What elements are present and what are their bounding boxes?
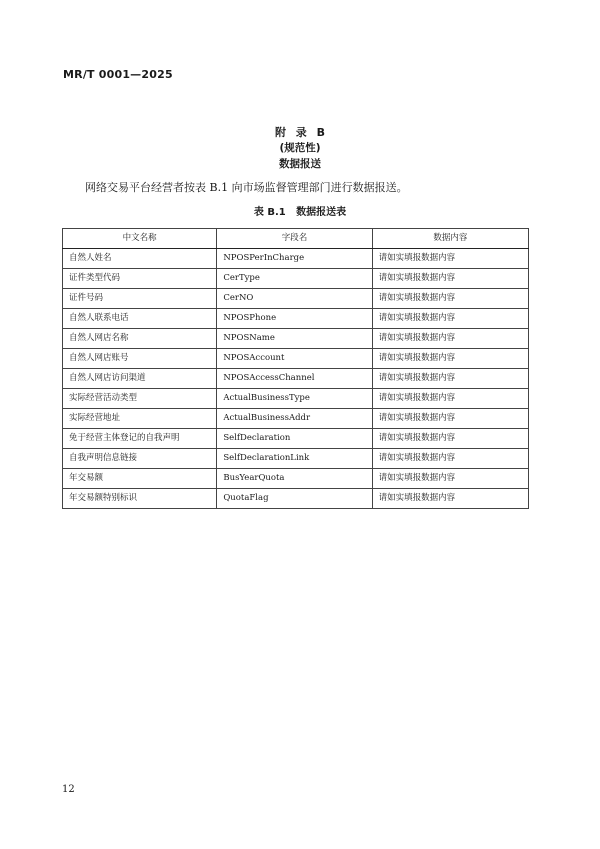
cell-field-name: NPOSPerInCharge — [217, 249, 372, 269]
cell-data-content: 请如实填报数据内容 — [372, 289, 528, 309]
column-header-field-name: 字段名 — [217, 229, 372, 249]
table-row — [63, 409, 529, 429]
cell-chinese-name: 证件类型代码 — [63, 269, 217, 289]
cell-field-name: QuotaFlag — [217, 489, 372, 509]
cell-chinese-name: 自然人网店名称 — [63, 329, 217, 349]
table-caption: 表 B.1 数据报送表 — [253, 207, 347, 218]
appendix-subject: 数据报送 — [279, 158, 321, 170]
standard-code: MR/T 0001—2025 — [63, 68, 173, 81]
cell-data-content: 请如实填报数据内容 — [372, 449, 528, 469]
cell-field-name: BusYearQuota — [217, 469, 372, 489]
table-row — [63, 289, 529, 309]
cell-chinese-name: 证件号码 — [63, 289, 217, 309]
cell-field-name: SelfDeclaration — [217, 429, 372, 449]
table-row — [63, 389, 529, 409]
table-row — [63, 249, 529, 269]
column-header-chinese-name: 中文名称 — [63, 229, 217, 249]
cell-data-content: 请如实填报数据内容 — [372, 489, 528, 509]
table-row — [63, 369, 529, 389]
cell-field-name: CerNO — [217, 289, 372, 309]
appendix-nature: (规范性) — [279, 142, 321, 154]
table-row — [63, 329, 529, 349]
cell-field-name: NPOSName — [217, 329, 372, 349]
cell-data-content: 请如实填报数据内容 — [372, 429, 528, 449]
cell-chinese-name: 免于经营主体登记的自我声明 — [63, 429, 217, 449]
table-row — [63, 449, 529, 469]
table-row — [63, 429, 529, 449]
cell-chinese-name: 年交易额 — [63, 469, 217, 489]
cell-field-name: ActualBusinessType — [217, 389, 372, 409]
cell-data-content: 请如实填报数据内容 — [372, 349, 528, 369]
table-row — [63, 489, 529, 509]
cell-data-content: 请如实填报数据内容 — [372, 269, 528, 289]
cell-chinese-name: 实际经营地址 — [63, 409, 217, 429]
cell-chinese-name: 自然人联系电话 — [63, 309, 217, 329]
table-row — [63, 309, 529, 329]
column-header-data-content: 数据内容 — [372, 229, 528, 249]
table-row — [63, 469, 529, 489]
cell-chinese-name: 自然人网店账号 — [63, 349, 217, 369]
cell-data-content: 请如实填报数据内容 — [372, 469, 528, 489]
table-row — [63, 349, 529, 369]
cell-data-content: 请如实填报数据内容 — [372, 249, 528, 269]
cell-field-name: NPOSPhone — [217, 309, 372, 329]
table-header — [63, 229, 529, 249]
body-paragraph: 网络交易平台经营者按表 B.1 向市场监督管理部门进行数据报送。 — [85, 181, 408, 194]
data-report-table — [62, 228, 529, 509]
cell-data-content: 请如实填报数据内容 — [372, 389, 528, 409]
cell-chinese-name: 自然人姓名 — [63, 249, 217, 269]
table-row — [63, 269, 529, 289]
cell-data-content: 请如实填报数据内容 — [372, 369, 528, 389]
cell-field-name: CerType — [217, 269, 372, 289]
cell-data-content: 请如实填报数据内容 — [372, 409, 528, 429]
cell-field-name: NPOSAccessChannel — [217, 369, 372, 389]
cell-chinese-name: 自然人网店访问渠道 — [63, 369, 217, 389]
page-number: 12 — [62, 784, 75, 795]
cell-field-name: NPOSAccount — [217, 349, 372, 369]
cell-chinese-name: 年交易额特别标识 — [63, 489, 217, 509]
cell-data-content: 请如实填报数据内容 — [372, 329, 528, 349]
cell-chinese-name: 自我声明信息链接 — [63, 449, 217, 469]
table-header-row — [63, 229, 529, 249]
cell-chinese-name: 实际经营活动类型 — [63, 389, 217, 409]
table-body — [63, 249, 529, 509]
cell-field-name: SelfDeclarationLink — [217, 449, 372, 469]
cell-data-content: 请如实填报数据内容 — [372, 309, 528, 329]
appendix-title: 附 录 B — [274, 126, 326, 139]
cell-field-name: ActualBusinessAddr — [217, 409, 372, 429]
